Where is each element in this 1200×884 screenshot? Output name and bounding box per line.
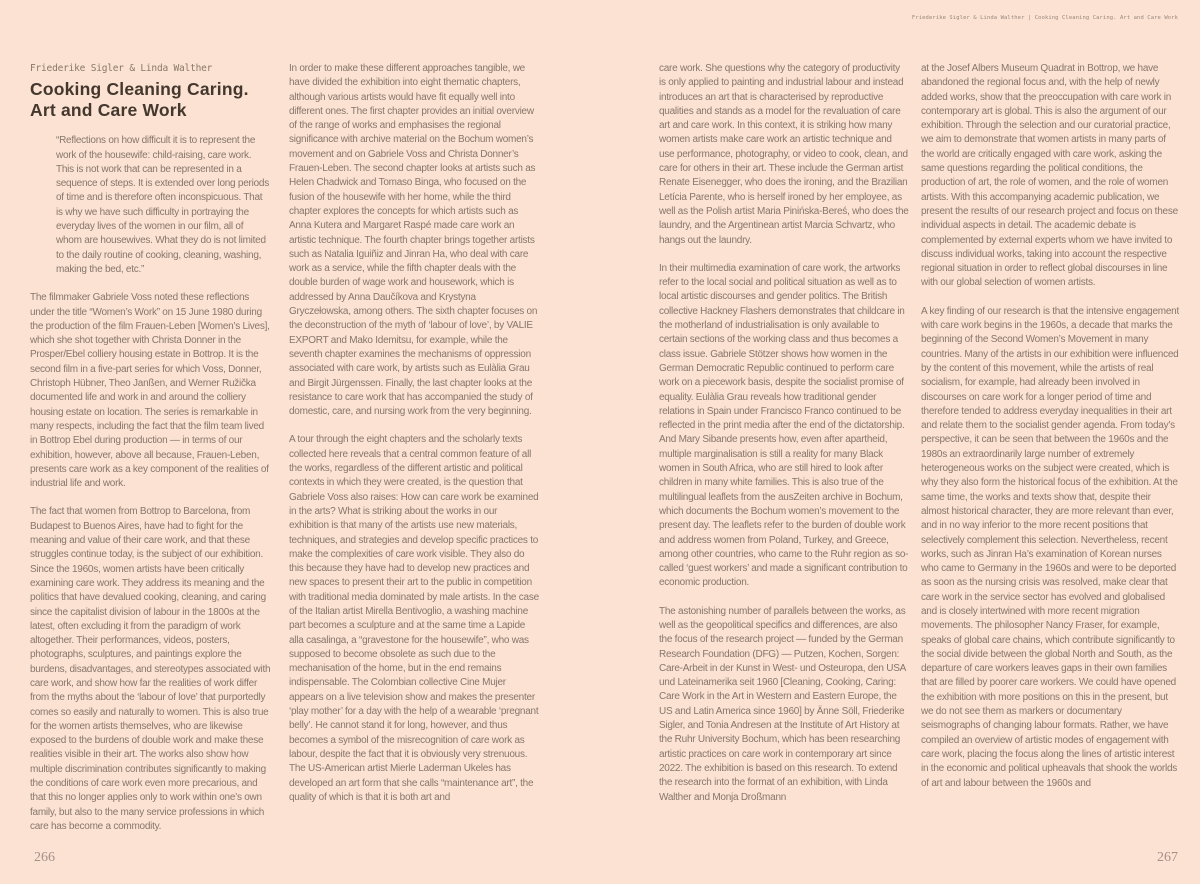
- paragraph: care work. She questions why the category of productivity is only applied to painting and industrial labour and instead introduces an art that is characterised by reproductive qualities and stands as a model for the revaluation of care art and care work. In this context, it is striking how many women artists make care work an artistic technique and use performance, photography, or video to cook, clean, and care for others in their art. These include the German artist Renate Eisenegger, who does the ironing, and the Brazilian Letícia Parente, who is herself ironed by her employee, as well as the Polish artist Maria Pinińska-Bereś, who does the laundry, and the Argentinean artist Marcia Schvartz, who hangs out the laundry.: [659, 63, 909, 246]
- paragraph: at the Josef Albers Museum Quadrat in Bottrop, we have abandoned the regional focus and, with the help of newly added works, show that the preoccupation with care work in contemporary art is global. This is also the argument of our exhibition. Through the selection and our curatorial practice, we aim to demonstrate that women artists in many parts of the world are critically engaged with care work, asking the same questions regarding the political conditions, the production of art, the role of women, and the role of women artists. With this accompanying academic publication, we present the results of our research project and focus on these individual aspects in detail. The academic debate is complemented by external experts whom we have invited to discuss individual works, taking into account the respective regional situation in order to reflect global discourses in line with our global selection of women artists.: [921, 63, 1178, 289]
- article-title: [30, 79, 273, 121]
- running-header: Friederike Sigler & Linda Walther | Cooking Cleaning Caring. Art and Care Work: [911, 15, 1178, 21]
- paragraph: The filmmaker Gabriele Voss noted these reflections under the title “Women’s Work” on 15 June 1980 during the production of the film Frauen-Leben [Women’s Lives], which she shot together with Christa Donner in the Prosper/Ebel colliery housing estate in Bottrop. It is the second film in a five-part series for which Voss, Donner, Christoph Hübner, Theo Janßen, and Werner Ružička documented life and work in and around the colliery housing estate on location. The series is remarkable in many respects, including the fact that the film team lived in Bottrop Ebel during production — in terms of our exhibition, however, above all because, Frauen-Leben, presents care work as a key component of the realities of industrial life and work.: [30, 292, 270, 490]
- page-number-left: 266: [34, 850, 55, 865]
- article-authors: Friederike Sigler & Linda Walther: [30, 63, 213, 74]
- paragraph: In their multimedia examination of care work, the artworks refer to the local social and political situation as well as to local artistic discourses and gender politics. The British collective Hackney Flashers demonstrates that childcare in the motherland of industrialisation is only available to certain sections of the working class and thus becomes a class issue. Gabriele Stötzer shows how women in the German Democratic Republic continued to perform care work on a piecework basis, despite the socialist promise of equality. Eulàlia Grau reveals how traditional gender relations in Spain under Francisco Franco continued to be reflected in the print media after the end of the dictatorship. And Mary Sibande presents how, even after apartheid, multiple marginalisation is still a reality for many Black women in South Africa, who are still hired to look after children in many white families. This is also true of the multilingual leaflets from the ausZeiten archive in Bochum, which documents the Bochum women’s movement to the present day. The leaflets refer to the burden of double work and address women from Poland, Turkey, and Greece, among other countries, who came to the Ruhr region as so-called ‘guest workers’ and made a significant contribution to economic production.: [659, 262, 909, 589]
- column-3: [659, 62, 909, 834]
- column-1: [30, 62, 273, 834]
- paragraph: The astonishing number of parallels between the works, as well as the geopolitical specifics and differences, are also the focus of the research project — funded by the German Research Foundation (DFG) — Putzen, Kochen, Sorgen: Care-Arbeit in der Kunst in West- und Osteuropa, den USA und Lateinamerika seit 1960 [Cleaning, Cooking, Caring: Care Work in the Art in Western and Eastern Europe, the US and Latin America since 1960] by Änne Söll, Friederike Sigler, and Tonia Andresen at the Institute of Art History at the Ruhr University Bochum, which has been researching artistic practices on care work in contemporary art since 2022. The exhibition is based on this research. To extend the research into the format of an exhibition, with Linda Walther and Monja Droßmann: [659, 605, 906, 803]
- article-title-line1: Cooking Cleaning Caring.: [30, 79, 249, 100]
- paragraph: A key finding of our research is that the intensive engagement with care work begins in the 1960s, a decade that marks the beginning of the Second Women’s Movement in many countries. Many of the artists in our exhibition were influenced by the content of this movement, while the artists of real socialism, for example, had already been involved in discourses on care work for a longer period of time and therefore tended to address everyday inequalities in their art and relate them to the socialist gender agenda. From today’s perspective, it can be seen that between the 1960s and the 1980s an extraordinarily large number of extremely heterogeneous works on the subject were created, which is why they also form the historical focus of the exhibition. At the same time, the works and texts show that, despite their almost historical character, they are more relevant than ever, and in no way inferior to the more recent positions that selectively complement this selection. Nevertheless, recent works, such as Jinran Ha’s examination of Korean nurses who came to Germany in the 1960s and were to be deported as soon as the nursing crisis was resolved, make clear that care work in the service sector has evolved and globalised and is closely intertwined with more recent migration movements. The philosopher Nancy Fraser, for example, speaks of global care chains, which contribute significantly to the social divide between the global North and South, as the departure of care workers leaves gaps in their own families that are filled by poorer care workers. We could have opened the exhibition with more positions on this in the present, but we do not see them as markers or documentary seismographs of changing labour formats. Rather, we have compiled an overview of artistic modes of engagement with care work, placing the focus along the lines of artistic interest in the economic and political upheavals that shook the worlds of art and labour between the 1960s and: [921, 305, 1179, 789]
- article-title-line2: Art and Care Work: [30, 100, 187, 121]
- column-4: [921, 62, 1179, 834]
- page-number-right: 267: [1157, 850, 1178, 865]
- column-2: [289, 62, 539, 834]
- paragraph: In order to make these different approaches tangible, we have divided the exhibition into eight thematic chapters, although various artists would have fit equally well into different ones. The first chapter provides an initial overview of the range of works and emphasises the regional significance with archive material on the Bochum women’s movement and on Gabriele Voss and Christa Donner’s Frauen-Leben. The second chapter looks at artists such as Helen Chadwick and Tomaso Binga, who focused on the fusion of the housewife with her home, while the third chapter explores the concepts for which artists such as Anna Kutera and Margaret Raspé made care work an artistic technique. The fourth chapter brings together artists such as Natalia Iguiñiz and Jinran Ha, who deal with care work as a service, while the fifth chapter deals with the double burden of wage work and housework, which is addressed by Anna Daučíkova and Krystyna Gryczełowska, among others. The sixth chapter focuses on the deconstruction of the myth of ‘labour of love’, by VALIE EXPORT and Mako Idemitsu, for example, while the seventh chapter examines the mechanisms of oppression associated with care work, by artists such as Eulàlia Grau and Birgit Jürgenssen. Finally, the last chapter looks at the resistance to care work that has accompanied the study of domestic, care, and nursing work from the very beginning.: [289, 63, 538, 418]
- paragraph: The fact that women from Bottrop to Barcelona, from Budapest to Buenos Aires, have had to fight for the meaning and value of their care work, and that these struggles continue today, is the subject of our exhibition. Since the 1960s, women artists have been critically examining care work. They address its meaning and the politics that have devalued cooking, cleaning, and caring since the capitalist division of labour in the 1800s at the latest, often excluding it from the paradigm of work altogether. Their performances, videos, posters, photographs, sculptures, and paintings explore the burdens, disadvantages, and stereotypes associated with care work, and show how far the realities of work differ from the myths about the ‘labour of love’ that purportedly comes so easily and naturally to women. This is also true for the women artists themselves, who are likewise exposed to the burdens of double work and make these realities visible in their art. The works also show how multiple discrimination contributes significantly to making the conditions of care work even more precarious, and that this no longer applies only to work within one’s own family, but also to the many service professions in which care has become a commodity.: [30, 506, 271, 832]
- paragraph: A tour through the eight chapters and the scholarly texts collected here reveals that a central common feature of all the works, regardless of the different artistic and political contexts in which they were created, is the question that Gabriele Voss also raises: How can care work be examined in the arts? What is striking about the works in our exhibition is that many of the artists use new materials, techniques, and strategies and develop specific practices to make the complexities of care work visible. They also do this because they have had to develop new practices and new spaces to present their art to the public in competition with traditional media dominated by male artists. In the case of the Italian artist Mirella Bentivoglio, a washing machine part becomes a sculpture and at the same time a Lapide alla casalinga, a “gravestone for the housewife”, who was supposed to become obsolete as such due to the mechanisation of the home, but in the end remains indispensable. The Colombian collective Cine Mujer appears on a live television show and makes the presenter ‘play mother’ for a day with the help of a wearable ‘pregnant belly’. He cannot stand it for long, however, and thus becomes a symbol of the misrecognition of care work as labour, despite the fact that it is obviously very strenuous. The US-American artist Mierle Laderman Ukeles has developed an art form that she calls “maintenance art”, the quality of which is that it is both art and: [289, 434, 539, 803]
- epigraph-quote: “Reflections on how difficult it is to represent the work of the housewife: child-raising, care work. This is not work that can be represented in a sequence of steps. It is extended over long periods of time and is therefore often inconspicuous. That is why we have such difficulty in portraying the everyday lives of the women in our film, all of whom are housewives. What they do is not limited to the daily routine of cooking, cleaning, washing, making the bed, etc.”: [56, 135, 269, 275]
